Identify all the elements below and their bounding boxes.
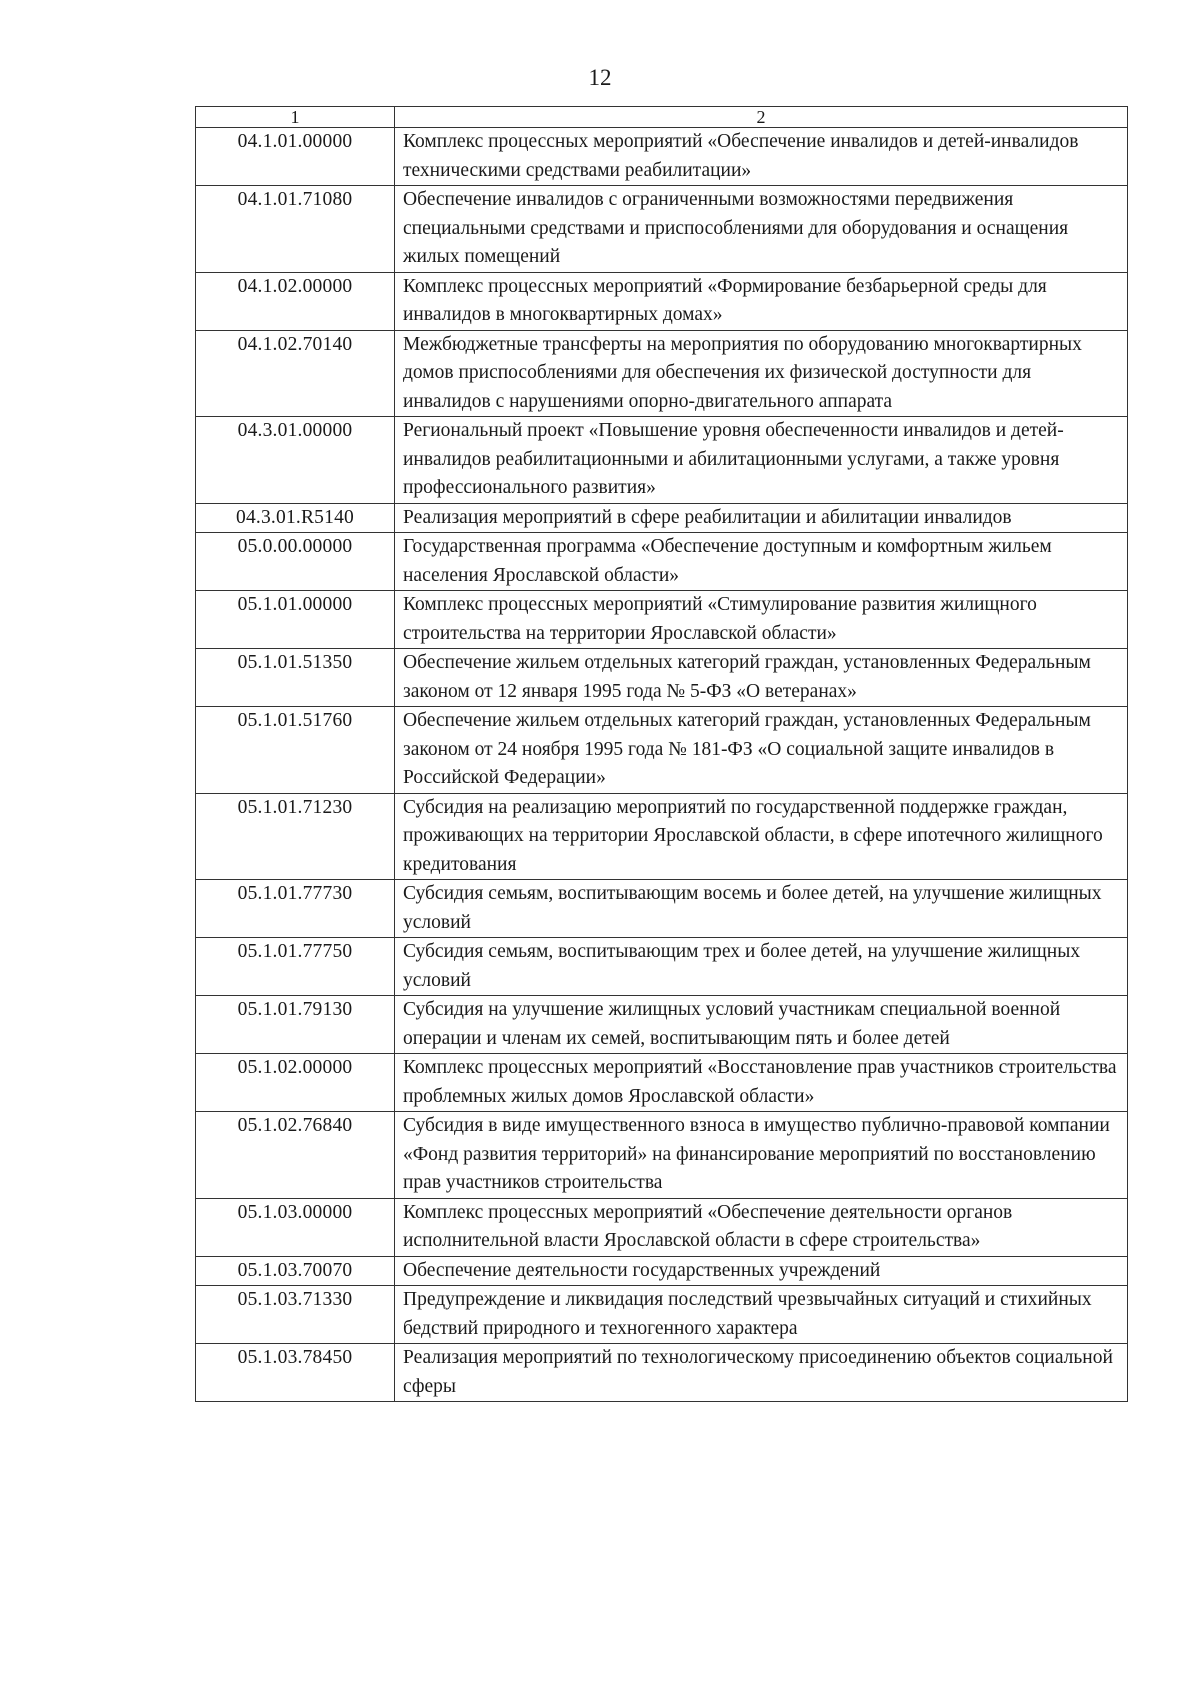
row-code: 04.1.01.71080: [196, 186, 395, 273]
row-code: 05.1.01.79130: [196, 996, 395, 1054]
row-code: 05.1.03.78450: [196, 1344, 395, 1402]
row-name: Комплекс процессных мероприятий «Обеспечение деятельности органов исполнительной власти Ярославской области в сфере строительства»: [395, 1198, 1128, 1256]
row-name: Межбюджетные трансферты на мероприятия по оборудованию многоквартирных домов приспособлениями для обеспечения их физической доступности для инвалидов с нарушениями опорно-двигательного аппарата: [395, 330, 1128, 417]
table-row: [196, 272, 1128, 330]
row-name: Комплекс процессных мероприятий «Восстановление прав участников строительства проблемных жилых домов Ярославской области»: [395, 1054, 1128, 1112]
table-row: [196, 649, 1128, 707]
table-row: [196, 793, 1128, 880]
row-name: Реализация мероприятий в сфере реабилитации и абилитации инвалидов: [395, 503, 1128, 533]
row-code: 05.1.02.00000: [196, 1054, 395, 1112]
column-header-code: 1: [196, 107, 395, 128]
table-row: [196, 1198, 1128, 1256]
table-row: [196, 330, 1128, 417]
row-code: 05.0.00.00000: [196, 533, 395, 591]
table-row: [196, 533, 1128, 591]
row-code: 05.1.01.00000: [196, 591, 395, 649]
table-row: [196, 1054, 1128, 1112]
row-name: Государственная программа «Обеспечение доступным и комфортным жильем населения Ярославской области»: [395, 533, 1128, 591]
row-code: 05.1.02.76840: [196, 1112, 395, 1199]
row-name: Комплекс процессных мероприятий «Обеспечение инвалидов и детей-инвалидов техническими средствами реабилитации»: [395, 128, 1128, 186]
row-code: 05.1.03.70070: [196, 1256, 395, 1286]
row-code: 04.1.02.70140: [196, 330, 395, 417]
row-name: Предупреждение и ликвидация последствий чрезвычайных ситуаций и стихийных бедствий природного и техногенного характера: [395, 1286, 1128, 1344]
row-code: 05.1.03.71330: [196, 1286, 395, 1344]
table-row: [196, 1112, 1128, 1199]
row-code: 05.1.01.71230: [196, 793, 395, 880]
column-header-name: 2: [395, 107, 1128, 128]
row-name: Комплекс процессных мероприятий «Стимулирование развития жилищного строительства на территории Ярославской области»: [395, 591, 1128, 649]
row-code: 04.1.02.00000: [196, 272, 395, 330]
row-name: Субсидия на реализацию мероприятий по государственной поддержке граждан, проживающих на территории Ярославской области, в сфере ипотечного жилищного кредитования: [395, 793, 1128, 880]
row-name: Комплекс процессных мероприятий «Формирование безбарьерной среды для инвалидов в многоквартирных домах»: [395, 272, 1128, 330]
page-number: 12: [588, 65, 612, 90]
table-row: [196, 938, 1128, 996]
row-name: Обеспечение жильем отдельных категорий граждан, установленных Федеральным законом от 24 ноября 1995 года № 181-ФЗ «О социальной защите инвалидов в Российской Федерации»: [395, 707, 1128, 794]
row-code: 04.1.01.00000: [196, 128, 395, 186]
classification-table: [195, 106, 1128, 1402]
table-row: [196, 1344, 1128, 1402]
row-code: 05.1.01.77730: [196, 880, 395, 938]
table-row: [196, 707, 1128, 794]
table-row: [196, 996, 1128, 1054]
table-row: [196, 186, 1128, 273]
table-row: [196, 1256, 1128, 1286]
row-code: 05.1.03.00000: [196, 1198, 395, 1256]
row-code: 04.3.01.00000: [196, 417, 395, 504]
row-name: Субсидия семьям, воспитывающим трех и более детей, на улучшение жилищных условий: [395, 938, 1128, 996]
table-row: [196, 128, 1128, 186]
table-header-row: [196, 107, 1128, 128]
table-row: [196, 880, 1128, 938]
row-code: 04.3.01.R5140: [196, 503, 395, 533]
table-row: [196, 417, 1128, 504]
table-row: [196, 591, 1128, 649]
row-name: Субсидия на улучшение жилищных условий участникам специальной военной операции и членам их семей, воспитывающим пять и более детей: [395, 996, 1128, 1054]
row-name: Обеспечение жильем отдельных категорий граждан, установленных Федеральным законом от 12 января 1995 года № 5-ФЗ «О ветеранах»: [395, 649, 1128, 707]
row-code: 05.1.01.51350: [196, 649, 395, 707]
row-name: Обеспечение инвалидов с ограниченными возможностями передвижения специальными средствами и приспособлениями для оборудования и оснащения жилых помещений: [395, 186, 1128, 273]
row-name: Субсидия в виде имущественного взноса в имущество публично-правовой компании «Фонд развития территорий» на финансирование мероприятий по восстановлению прав участников строительства: [395, 1112, 1128, 1199]
table-row: [196, 503, 1128, 533]
row-code: 05.1.01.77750: [196, 938, 395, 996]
row-name: Субсидия семьям, воспитывающим восемь и более детей, на улучшение жилищных условий: [395, 880, 1128, 938]
row-name: Обеспечение деятельности государственных учреждений: [395, 1256, 1128, 1286]
row-name: Реализация мероприятий по технологическому присоединению объектов социальной сферы: [395, 1344, 1128, 1402]
row-name: Региональный проект «Повышение уровня обеспеченности инвалидов и детей-инвалидов реабилитационными и абилитационными услугами, а также уровня профессионального развития»: [395, 417, 1128, 504]
table-row: [196, 1286, 1128, 1344]
row-code: 05.1.01.51760: [196, 707, 395, 794]
